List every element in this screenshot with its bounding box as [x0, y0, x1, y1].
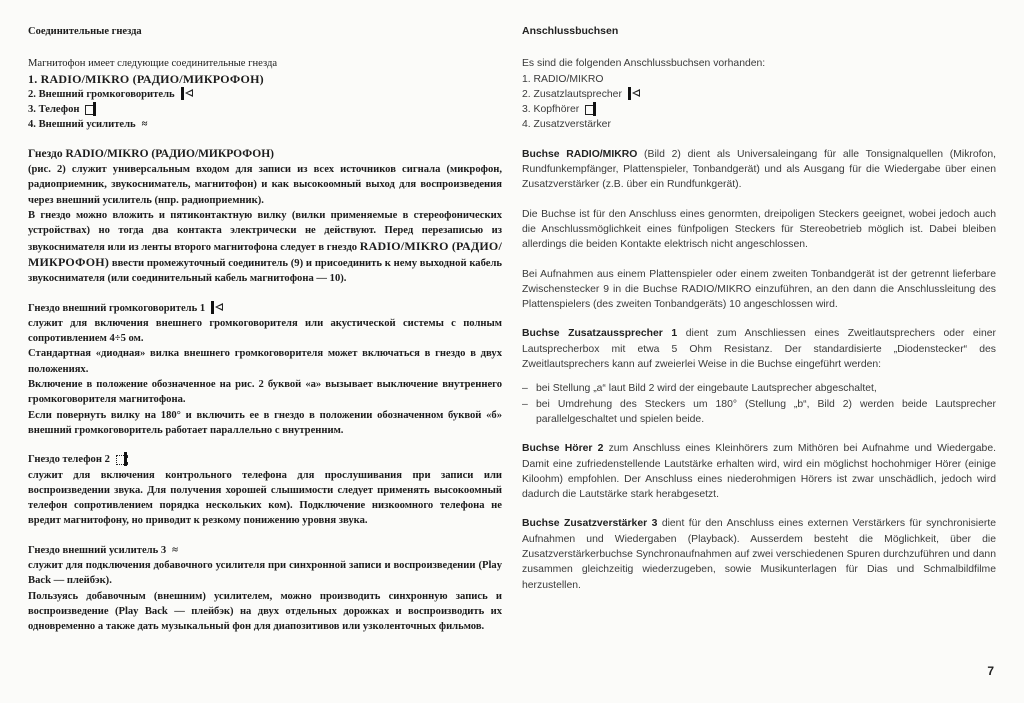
- left-column: [28, 24, 502, 635]
- left-intro: Магнитофон имеет следующие соединительные гнезда: [28, 58, 278, 70]
- right-page-german: [512, 0, 1024, 703]
- headphone-icon: [116, 452, 130, 465]
- headphone-icon: [85, 102, 99, 115]
- right-list-item-1: 1. RADIO/MIKRO: [522, 73, 604, 85]
- left-list-item-3: 3. Телефон: [28, 102, 502, 117]
- section-phone-para-1: служит для включения контрольного телефона для прослушивания при записи или воспроизведении звука. Для получения хорошей слышимости следует применять высокоомный телефон сопротивлением порядка нескольких ком). Подключение низкоомного телефона не вредит магнитофону, но приводит к резкому понижению уровня звука.: [28, 469, 502, 527]
- section-lead: Buchse Hörer 2: [522, 443, 604, 455]
- right-list-item-2: 2. Zusatzlautsprecher: [522, 87, 996, 102]
- section-zusatzverstaerker: Buchse Zusatzverstärker 3 dient für den Anschluss eines externen Verstärkers für synchronisierte Aufnahmen und Wiedergaben (Playback). Ausserdem besteht die Möglichkeit, über die Zusatzverstärkerbuchse Synchronaufnahmen auf zwei verschiedenen Spuren durchzuführen und dann zusammen gleichzeitig wiederzugeben, sowie Musikunterlagen für Dias und Schmalbildfilme herzustellen.: [522, 518, 996, 591]
- amplifier-icon: ≈: [172, 544, 178, 556]
- speaker-icon: [211, 301, 225, 314]
- speaker-icon: [628, 87, 642, 100]
- section-radio-mikro-para-1: (рис. 2) служит универсальным входом для записи из всех источников сигнала (микрофон, радиоприемник, звукосниматель, магнитофон) и как высокоомный выход для воспроизведения через внешний усилитель (нпр. радиоприемник).: [28, 164, 502, 206]
- section-speaker-para-3: Включение в положение обозначенное на рис. 2 буквой «а» вызывает выключение внутреннего громкоговорителя магнитофона.: [28, 379, 502, 406]
- headphone-icon: [585, 102, 599, 115]
- section-zusatzlautsprecher: Buchse Zusatzaussprecher 1 dient zum Anschliessen eines Zweitlautsprechers oder einer Lautsprecherbox mit etwa 5 Ohm Resistanz. Der standardisierte „Diodenstecker“ des Zweitlautsprechers kann auf zweierlei Weise in die Buchse eingeführt werden:: [522, 328, 996, 371]
- section-speaker-para-4: Если повернуть вилку на 180° и включить ее в гнездо в положении обозначенном буквой «б» внешний громкоговоритель работает параллельно с внутренним.: [28, 409, 502, 436]
- section-hoerer: Buchse Hörer 2 zum Anschluss eines Kleinhörers zum Mithören bei Aufnahme und Wiedergabe. Damit eine zufriedenstellende Lautstärke erhalten wird, wird ein möglichst hochohmiger Hörer (einige Kiloohm) empfohlen. Der Anschluss eines niederohmigen Hörers ist zwar unschädlich, jedoch wird dadurch die Lautstärke stark herabgesetzt.: [522, 443, 996, 501]
- left-page-title: Соединительные гнезда: [28, 26, 142, 37]
- section-lead: Buchse Zusatzaussprecher 1: [522, 328, 678, 340]
- left-list-item-4: 4. Внешний усилитель ≈: [28, 117, 502, 132]
- amplifier-icon: ≈: [141, 119, 148, 131]
- speaker-icon: [181, 87, 195, 100]
- section-radio-mikro: Buchse RADIO/MIKRO (Bild 2) dient als Universaleingang für alle Tonsignalquellen (Mikrofon, Rundfunkempfänger, Plattenspieler, Tonbandgerät) und als Ausgang für die Wiedergabe über einen Zusatzverstärker (z.B. über ein Rundfunkgerät).: [522, 148, 996, 191]
- section-lead: Buchse Zusatzverstärker 3: [522, 518, 658, 530]
- right-page-title: Anschlussbuchsen: [522, 25, 619, 37]
- section-radio-mikro-heading: Гнездо RADIO/MIKRO (РАДИО/МИКРОФОН): [28, 147, 274, 160]
- section-radio-mikro-para-2: В гнездо можно вложить и пятиконтактную вилку (вилки применяемые в стереофонических устройствах) но тогда два контакта электрически не действуют. Перед перезаписью из звукоснимателя или из ленты второго магнитофона следует в гнездо RADIO/MIKRO (РАДИО/МИКРОФОН) ввести промежуточный соединитель (9) и присоединить к нему выходной кабель звукоснимателя (или соединительный кабель магнитофона — 10).: [28, 210, 502, 285]
- right-list-item-4: 4. Zusatzverstärker: [522, 119, 611, 131]
- right-list-item-3: 3. Kopfhörer: [522, 102, 996, 117]
- bullet-item: – bei Umdrehung des Steckers um 180° (Stellung „b“, Bild 2) werden beide Lautsprecher parallelgeschaltet und spielen beide.: [522, 398, 996, 425]
- section-amplifier-para-1: служит для подключения добавочного усилителя при синхронной записи и воспроизведении (Play Back — плейбэк).: [28, 560, 502, 587]
- bullet-item: – bei Stellung „a“ laut Bild 2 wird der eingebaute Lautsprecher abgeschaltet,: [522, 383, 877, 395]
- section-plug-info: Die Buchse ist für den Anschluss eines genormten, dreipoligen Steckers geeignet, wobei jedoch auch die Anschlussmöglichkeit eines fünfpoligen Steckers für Stereobetrieb möglich ist. Dabei bleiben allerdings die beiden Kontakte elektrisch nicht angeschlossen.: [522, 208, 996, 251]
- section-speaker-para-1: служит для включения внешнего громкоговорителя или акустической системы с полным сопротивлением 4÷5 ом.: [28, 317, 502, 345]
- section-phone-heading: Гнездо телефон 2: [28, 452, 502, 467]
- section-lead: Buchse RADIO/MIKRO: [522, 148, 638, 160]
- section-amplifier-heading: Гнездо внешний усилитель 3 ≈: [28, 543, 502, 558]
- left-list-item-1: 1. RADIO/MIKRO (РАДИО/МИКРОФОН): [28, 71, 264, 86]
- section-speaker-para-2: Стандартная «диодная» вилка внешнего громкоговорителя может включаться в гнездо в двух положениях.: [28, 348, 502, 375]
- section-amplifier-para-2: Пользуясь добавочным (внешним) усилителем, можно производить синхронную запись и воспроизведение (Play Back — плейбэк) на двух отдельных дорожках и воспроизводить их одновременно а также дать музыкальный фон для диапозитивов или узколенточных фильмов.: [28, 590, 502, 633]
- left-list-item-2: 2. Внешний громкоговоритель: [28, 87, 502, 102]
- right-intro: Es sind die folgenden Anschlussbuchsen vorhanden:: [522, 58, 766, 70]
- section-speaker-heading: Гнездо внешний громкоговоритель 1: [28, 301, 502, 316]
- page-number: 7: [987, 664, 994, 678]
- section-recording-info: Bei Aufnahmen aus einem Plattenspieler oder einem zweiten Tonbandgerät ist der getrennt lieferbare Zwischenstecker 9 in die Buchse RADIO/MIKRO einzuführen, an den dann die Anschlussleitung des Plattenspielers (des zweiten Tonbandgeräts) 10 angeschlossen wird.: [522, 268, 996, 311]
- right-column: [522, 24, 996, 593]
